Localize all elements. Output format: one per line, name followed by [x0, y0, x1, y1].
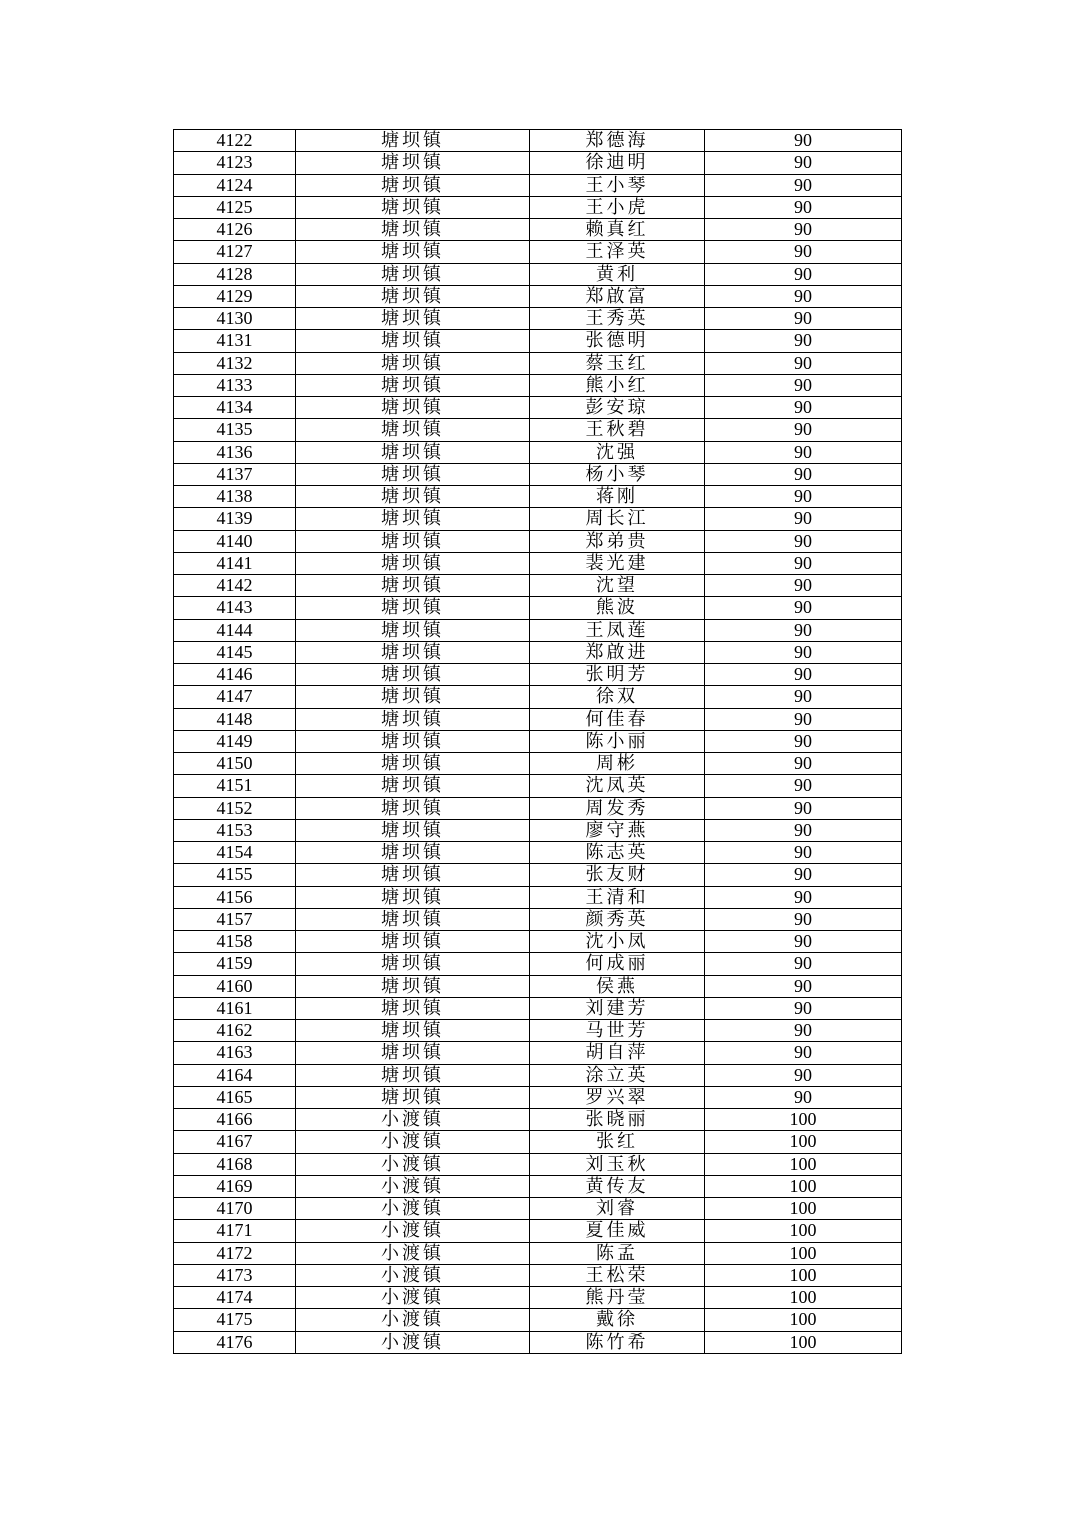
- amount-cell: 90: [705, 285, 902, 307]
- town-cell: 塘坝镇: [296, 908, 530, 930]
- town-cell: 塘坝镇: [296, 1042, 530, 1064]
- name-cell: 沈凤英: [530, 775, 705, 797]
- table-row: [174, 1153, 902, 1175]
- town-cell: 小渡镇: [296, 1242, 530, 1264]
- amount-cell: 90: [705, 775, 902, 797]
- town-cell: 塘坝镇: [296, 174, 530, 196]
- name-cell: 徐迪明: [530, 152, 705, 174]
- table-row: [174, 931, 902, 953]
- name-cell: 杨小琴: [530, 463, 705, 485]
- town-cell: 塘坝镇: [296, 1020, 530, 1042]
- town-cell: 塘坝镇: [296, 819, 530, 841]
- name-cell: 沈望: [530, 575, 705, 597]
- table-row: [174, 997, 902, 1019]
- serial-number-cell: 4138: [174, 486, 296, 508]
- serial-number-cell: 4123: [174, 152, 296, 174]
- name-cell: 何佳春: [530, 708, 705, 730]
- town-cell: 塘坝镇: [296, 686, 530, 708]
- table-row: [174, 241, 902, 263]
- town-cell: 塘坝镇: [296, 864, 530, 886]
- name-cell: 王泽英: [530, 241, 705, 263]
- serial-number-cell: 4127: [174, 241, 296, 263]
- table-row: [174, 463, 902, 485]
- amount-cell: 90: [705, 931, 902, 953]
- table-row: [174, 441, 902, 463]
- name-cell: 黄利: [530, 263, 705, 285]
- table-row: [174, 1086, 902, 1108]
- town-cell: 塘坝镇: [296, 619, 530, 641]
- town-cell: 塘坝镇: [296, 330, 530, 352]
- amount-cell: 100: [705, 1242, 902, 1264]
- table-row: [174, 174, 902, 196]
- town-cell: 塘坝镇: [296, 308, 530, 330]
- serial-number-cell: 4125: [174, 196, 296, 218]
- serial-number-cell: 4170: [174, 1198, 296, 1220]
- town-cell: 塘坝镇: [296, 486, 530, 508]
- name-cell: 张明芳: [530, 664, 705, 686]
- town-cell: 塘坝镇: [296, 708, 530, 730]
- town-cell: 塘坝镇: [296, 664, 530, 686]
- amount-cell: 100: [705, 1264, 902, 1286]
- table-row: [174, 1309, 902, 1331]
- amount-cell: 90: [705, 1020, 902, 1042]
- name-cell: 沈强: [530, 441, 705, 463]
- town-cell: 小渡镇: [296, 1153, 530, 1175]
- town-cell: 塘坝镇: [296, 441, 530, 463]
- town-cell: 塘坝镇: [296, 263, 530, 285]
- serial-number-cell: 4137: [174, 463, 296, 485]
- serial-number-cell: 4131: [174, 330, 296, 352]
- table-row: [174, 708, 902, 730]
- table-row: [174, 686, 902, 708]
- name-cell: 戴徐: [530, 1309, 705, 1331]
- amount-cell: 90: [705, 352, 902, 374]
- serial-number-cell: 4157: [174, 908, 296, 930]
- town-cell: 小渡镇: [296, 1287, 530, 1309]
- serial-number-cell: 4150: [174, 753, 296, 775]
- serial-number-cell: 4146: [174, 664, 296, 686]
- amount-cell: 90: [705, 1086, 902, 1108]
- table-row: [174, 797, 902, 819]
- town-cell: 塘坝镇: [296, 753, 530, 775]
- town-cell: 塘坝镇: [296, 975, 530, 997]
- amount-cell: 90: [705, 708, 902, 730]
- town-cell: 塘坝镇: [296, 575, 530, 597]
- name-cell: 郑弟贵: [530, 530, 705, 552]
- serial-number-cell: 4174: [174, 1287, 296, 1309]
- name-cell: 赖真红: [530, 219, 705, 241]
- table-row: [174, 1175, 902, 1197]
- serial-number-cell: 4154: [174, 842, 296, 864]
- town-cell: 塘坝镇: [296, 1064, 530, 1086]
- serial-number-cell: 4140: [174, 530, 296, 552]
- amount-cell: 90: [705, 886, 902, 908]
- table-row: [174, 219, 902, 241]
- name-cell: 廖守燕: [530, 819, 705, 841]
- amount-cell: 90: [705, 819, 902, 841]
- town-cell: 塘坝镇: [296, 641, 530, 663]
- amount-cell: 90: [705, 842, 902, 864]
- serial-number-cell: 4172: [174, 1242, 296, 1264]
- amount-cell: 90: [705, 486, 902, 508]
- town-cell: 小渡镇: [296, 1331, 530, 1353]
- name-cell: 周发秀: [530, 797, 705, 819]
- table-row: [174, 285, 902, 307]
- amount-cell: 90: [705, 753, 902, 775]
- name-cell: 刘玉秋: [530, 1153, 705, 1175]
- amount-cell: 100: [705, 1220, 902, 1242]
- amount-cell: 90: [705, 130, 902, 152]
- serial-number-cell: 4173: [174, 1264, 296, 1286]
- name-cell: 夏佳威: [530, 1220, 705, 1242]
- amount-cell: 100: [705, 1198, 902, 1220]
- name-cell: 王小虎: [530, 196, 705, 218]
- amount-cell: 90: [705, 1042, 902, 1064]
- name-cell: 王凤莲: [530, 619, 705, 641]
- table-row: [174, 1264, 902, 1286]
- town-cell: 小渡镇: [296, 1175, 530, 1197]
- table-row: [174, 1042, 902, 1064]
- town-cell: 塘坝镇: [296, 886, 530, 908]
- town-cell: 塘坝镇: [296, 397, 530, 419]
- table-row: [174, 908, 902, 930]
- town-cell: 塘坝镇: [296, 285, 530, 307]
- name-cell: 刘睿: [530, 1198, 705, 1220]
- town-cell: 塘坝镇: [296, 352, 530, 374]
- serial-number-cell: 4152: [174, 797, 296, 819]
- serial-number-cell: 4164: [174, 1064, 296, 1086]
- town-cell: 小渡镇: [296, 1198, 530, 1220]
- amount-cell: 90: [705, 196, 902, 218]
- amount-cell: 90: [705, 397, 902, 419]
- table-row: [174, 374, 902, 396]
- amount-cell: 90: [705, 552, 902, 574]
- serial-number-cell: 4175: [174, 1309, 296, 1331]
- table-row: [174, 352, 902, 374]
- amount-cell: 90: [705, 797, 902, 819]
- table-row: [174, 575, 902, 597]
- table-row: [174, 664, 902, 686]
- name-cell: 陈竹希: [530, 1331, 705, 1353]
- town-cell: 塘坝镇: [296, 1086, 530, 1108]
- serial-number-cell: 4169: [174, 1175, 296, 1197]
- town-cell: 小渡镇: [296, 1309, 530, 1331]
- name-cell: 王秀英: [530, 308, 705, 330]
- amount-cell: 90: [705, 441, 902, 463]
- name-cell: 熊小红: [530, 374, 705, 396]
- amount-cell: 90: [705, 508, 902, 530]
- name-cell: 王清和: [530, 886, 705, 908]
- town-cell: 塘坝镇: [296, 797, 530, 819]
- serial-number-cell: 4136: [174, 441, 296, 463]
- table-row: [174, 597, 902, 619]
- table-row: [174, 886, 902, 908]
- serial-number-cell: 4148: [174, 708, 296, 730]
- name-cell: 何成丽: [530, 953, 705, 975]
- amount-cell: 90: [705, 864, 902, 886]
- table-row: [174, 552, 902, 574]
- serial-number-cell: 4134: [174, 397, 296, 419]
- name-cell: 黄传友: [530, 1175, 705, 1197]
- town-cell: 塘坝镇: [296, 530, 530, 552]
- serial-number-cell: 4133: [174, 374, 296, 396]
- table-row: [174, 819, 902, 841]
- table-row: [174, 1064, 902, 1086]
- name-cell: 刘建芳: [530, 997, 705, 1019]
- serial-number-cell: 4156: [174, 886, 296, 908]
- name-cell: 张友财: [530, 864, 705, 886]
- amount-cell: 90: [705, 263, 902, 285]
- name-cell: 裴光建: [530, 552, 705, 574]
- table-row: [174, 530, 902, 552]
- town-cell: 塘坝镇: [296, 219, 530, 241]
- serial-number-cell: 4151: [174, 775, 296, 797]
- table-row: [174, 486, 902, 508]
- serial-number-cell: 4162: [174, 1020, 296, 1042]
- table-row: [174, 1109, 902, 1131]
- table-row: [174, 308, 902, 330]
- amount-cell: 90: [705, 1064, 902, 1086]
- name-cell: 郑啟富: [530, 285, 705, 307]
- name-cell: 熊丹莹: [530, 1287, 705, 1309]
- serial-number-cell: 4147: [174, 686, 296, 708]
- table-row: [174, 1198, 902, 1220]
- amount-cell: 100: [705, 1131, 902, 1153]
- amount-cell: 90: [705, 975, 902, 997]
- name-cell: 胡自萍: [530, 1042, 705, 1064]
- town-cell: 塘坝镇: [296, 730, 530, 752]
- serial-number-cell: 4128: [174, 263, 296, 285]
- serial-number-cell: 4161: [174, 997, 296, 1019]
- table-row: [174, 419, 902, 441]
- serial-number-cell: 4122: [174, 130, 296, 152]
- town-cell: 塘坝镇: [296, 508, 530, 530]
- amount-cell: 100: [705, 1109, 902, 1131]
- table-row: [174, 975, 902, 997]
- amount-cell: 90: [705, 374, 902, 396]
- amount-cell: 90: [705, 463, 902, 485]
- town-cell: 塘坝镇: [296, 552, 530, 574]
- table-row: [174, 842, 902, 864]
- serial-number-cell: 4163: [174, 1042, 296, 1064]
- serial-number-cell: 4155: [174, 864, 296, 886]
- serial-number-cell: 4165: [174, 1086, 296, 1108]
- serial-number-cell: 4160: [174, 975, 296, 997]
- town-cell: 塘坝镇: [296, 196, 530, 218]
- name-cell: 周彬: [530, 753, 705, 775]
- amount-cell: 90: [705, 419, 902, 441]
- name-cell: 张晓丽: [530, 1109, 705, 1131]
- name-cell: 陈志英: [530, 842, 705, 864]
- name-cell: 郑德海: [530, 130, 705, 152]
- name-cell: 陈孟: [530, 1242, 705, 1264]
- town-cell: 塘坝镇: [296, 463, 530, 485]
- name-cell: 彭安琼: [530, 397, 705, 419]
- amount-cell: 90: [705, 730, 902, 752]
- town-cell: 小渡镇: [296, 1220, 530, 1242]
- amount-cell: 90: [705, 241, 902, 263]
- amount-cell: 90: [705, 908, 902, 930]
- serial-number-cell: 4139: [174, 508, 296, 530]
- serial-number-cell: 4176: [174, 1331, 296, 1353]
- table-row: [174, 1242, 902, 1264]
- serial-number-cell: 4167: [174, 1131, 296, 1153]
- serial-number-cell: 4132: [174, 352, 296, 374]
- name-cell: 颜秀英: [530, 908, 705, 930]
- name-cell: 王小琴: [530, 174, 705, 196]
- name-cell: 沈小凤: [530, 931, 705, 953]
- table-row: [174, 953, 902, 975]
- town-cell: 塘坝镇: [296, 597, 530, 619]
- table-row: [174, 730, 902, 752]
- table-row: [174, 753, 902, 775]
- name-cell: 蒋刚: [530, 486, 705, 508]
- amount-cell: 90: [705, 575, 902, 597]
- town-cell: 塘坝镇: [296, 130, 530, 152]
- serial-number-cell: 4135: [174, 419, 296, 441]
- town-cell: 塘坝镇: [296, 931, 530, 953]
- name-cell: 罗兴翠: [530, 1086, 705, 1108]
- serial-number-cell: 4142: [174, 575, 296, 597]
- town-cell: 塘坝镇: [296, 419, 530, 441]
- table-row: [174, 130, 902, 152]
- amount-cell: 100: [705, 1309, 902, 1331]
- name-cell: 周长江: [530, 508, 705, 530]
- town-cell: 小渡镇: [296, 1109, 530, 1131]
- table-row: [174, 641, 902, 663]
- table-row: [174, 619, 902, 641]
- serial-number-cell: 4153: [174, 819, 296, 841]
- serial-number-cell: 4159: [174, 953, 296, 975]
- table-row: [174, 330, 902, 352]
- table-row: [174, 196, 902, 218]
- serial-number-cell: 4124: [174, 174, 296, 196]
- town-cell: 塘坝镇: [296, 775, 530, 797]
- serial-number-cell: 4141: [174, 552, 296, 574]
- name-cell: 蔡玉红: [530, 352, 705, 374]
- amount-cell: 90: [705, 308, 902, 330]
- table-row: [174, 1131, 902, 1153]
- amount-cell: 90: [705, 686, 902, 708]
- serial-number-cell: 4129: [174, 285, 296, 307]
- amount-cell: 90: [705, 619, 902, 641]
- serial-number-cell: 4158: [174, 931, 296, 953]
- table-row: [174, 263, 902, 285]
- town-cell: 塘坝镇: [296, 842, 530, 864]
- town-cell: 塘坝镇: [296, 241, 530, 263]
- town-cell: 塘坝镇: [296, 953, 530, 975]
- town-cell: 塘坝镇: [296, 374, 530, 396]
- town-cell: 塘坝镇: [296, 997, 530, 1019]
- table-row: [174, 397, 902, 419]
- amount-cell: 90: [705, 330, 902, 352]
- name-cell: 涂立英: [530, 1064, 705, 1086]
- name-cell: 陈小丽: [530, 730, 705, 752]
- town-cell: 小渡镇: [296, 1131, 530, 1153]
- serial-number-cell: 4126: [174, 219, 296, 241]
- serial-number-cell: 4171: [174, 1220, 296, 1242]
- amount-cell: 100: [705, 1153, 902, 1175]
- table-row: [174, 775, 902, 797]
- table-row: [174, 508, 902, 530]
- table-row: [174, 1220, 902, 1242]
- town-cell: 小渡镇: [296, 1264, 530, 1286]
- data-table: [173, 129, 902, 1354]
- amount-cell: 90: [705, 530, 902, 552]
- name-cell: 侯燕: [530, 975, 705, 997]
- name-cell: 王秋碧: [530, 419, 705, 441]
- serial-number-cell: 4149: [174, 730, 296, 752]
- amount-cell: 100: [705, 1331, 902, 1353]
- amount-cell: 90: [705, 953, 902, 975]
- name-cell: 张德明: [530, 330, 705, 352]
- table-row: [174, 1287, 902, 1309]
- name-cell: 郑啟进: [530, 641, 705, 663]
- serial-number-cell: 4144: [174, 619, 296, 641]
- name-cell: 王松荣: [530, 1264, 705, 1286]
- amount-cell: 90: [705, 174, 902, 196]
- table-row: [174, 1020, 902, 1042]
- table-row: [174, 864, 902, 886]
- name-cell: 徐双: [530, 686, 705, 708]
- table-row: [174, 1331, 902, 1353]
- name-cell: 马世芳: [530, 1020, 705, 1042]
- table-row: [174, 152, 902, 174]
- serial-number-cell: 4166: [174, 1109, 296, 1131]
- serial-number-cell: 4130: [174, 308, 296, 330]
- town-cell: 塘坝镇: [296, 152, 530, 174]
- amount-cell: 90: [705, 219, 902, 241]
- amount-cell: 90: [705, 997, 902, 1019]
- serial-number-cell: 4143: [174, 597, 296, 619]
- table-body: [174, 130, 902, 1354]
- amount-cell: 100: [705, 1175, 902, 1197]
- amount-cell: 100: [705, 1287, 902, 1309]
- name-cell: 熊波: [530, 597, 705, 619]
- serial-number-cell: 4145: [174, 641, 296, 663]
- amount-cell: 90: [705, 664, 902, 686]
- amount-cell: 90: [705, 152, 902, 174]
- amount-cell: 90: [705, 597, 902, 619]
- amount-cell: 90: [705, 641, 902, 663]
- serial-number-cell: 4168: [174, 1153, 296, 1175]
- name-cell: 张红: [530, 1131, 705, 1153]
